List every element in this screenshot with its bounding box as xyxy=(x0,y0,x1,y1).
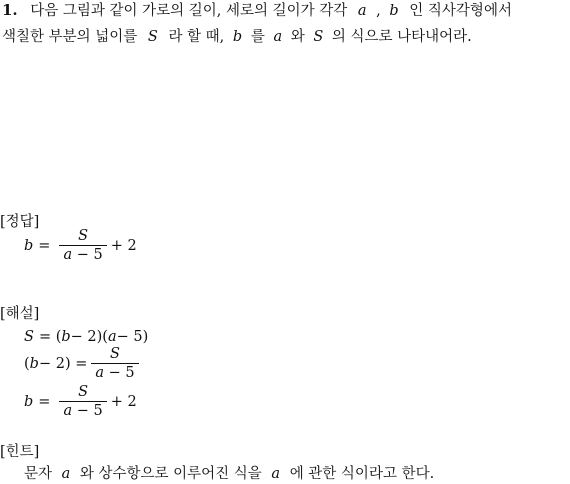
answer-label: [정답] xyxy=(0,214,40,230)
explanation-line-1 xyxy=(24,329,148,345)
equals-sign: = xyxy=(38,237,51,254)
variable-b: b xyxy=(29,355,39,372)
problem-text-part: 라 할 때, xyxy=(168,29,225,45)
fraction xyxy=(59,228,106,263)
problem-text-part: 다음 그림과 같이 가로의 길이, 세로의 길이가 각각 xyxy=(30,3,348,19)
fraction-numerator: S xyxy=(78,228,89,244)
fraction xyxy=(91,346,138,381)
problem-text-part: 색칠한 부분의 넓이를 xyxy=(2,29,138,45)
hint-text-part: 와 상수항으로 이루어진 식을 xyxy=(79,466,262,482)
problem-text-part: 를 xyxy=(250,29,265,45)
problem-text-part: 와 xyxy=(290,29,305,45)
variable-a: a xyxy=(357,3,367,19)
hint-label: [힌트] xyxy=(0,444,40,460)
variable-a: a xyxy=(273,29,283,45)
expr-part: − 5) xyxy=(116,329,149,345)
fraction-denominator xyxy=(91,363,138,381)
hint-text-part: 에 관한 식이라고 한다. xyxy=(289,466,435,482)
expr-part: − 2)( xyxy=(70,329,108,345)
hint-text xyxy=(24,465,434,483)
fraction xyxy=(59,384,106,419)
denominator-rest: − 5 xyxy=(72,247,103,263)
variable-b: b xyxy=(232,29,243,45)
problem-number: 1. xyxy=(2,1,18,19)
comma: , xyxy=(376,3,381,19)
variable-b: b xyxy=(389,3,399,19)
explanation-label: [해설] xyxy=(0,306,40,322)
denominator-rest: − 5 xyxy=(72,403,103,419)
fraction-denominator xyxy=(59,401,106,419)
problem-line-2 xyxy=(2,28,472,46)
variable-S: S xyxy=(24,329,34,345)
fraction-denominator xyxy=(59,245,106,263)
expr-part: = ( xyxy=(38,329,62,345)
plus-term: + 2 xyxy=(110,237,137,254)
variable-a: a xyxy=(63,247,73,263)
answer-equation xyxy=(24,228,137,263)
variable-b: b xyxy=(24,237,34,254)
explanation-line-2 xyxy=(24,346,143,381)
variable-S: S xyxy=(313,29,324,45)
hint-text-part: 문자 xyxy=(24,466,53,482)
plus-term: + 2 xyxy=(110,393,137,410)
variable-b: b xyxy=(24,393,34,410)
fraction-numerator: S xyxy=(78,384,89,400)
variable-a: a xyxy=(271,466,281,482)
problem-line-1 xyxy=(2,1,512,20)
expr-part: − 2) = xyxy=(38,355,88,372)
fraction-numerator: S xyxy=(110,346,120,362)
variable-S: S xyxy=(147,29,158,45)
variable-a: a xyxy=(61,466,71,482)
variable-a: a xyxy=(95,365,105,381)
denominator-rest: − 5 xyxy=(104,365,135,381)
expr-part: ( xyxy=(24,355,30,372)
explanation-line-3 xyxy=(24,384,137,419)
variable-a: a xyxy=(107,329,117,345)
equals-sign: = xyxy=(38,393,51,410)
variable-a: a xyxy=(63,403,73,419)
problem-text-part: 인 직사각형에서 xyxy=(409,3,512,19)
variable-b: b xyxy=(61,329,71,345)
problem-text-part: 의 식으로 나타내어라. xyxy=(331,29,472,45)
